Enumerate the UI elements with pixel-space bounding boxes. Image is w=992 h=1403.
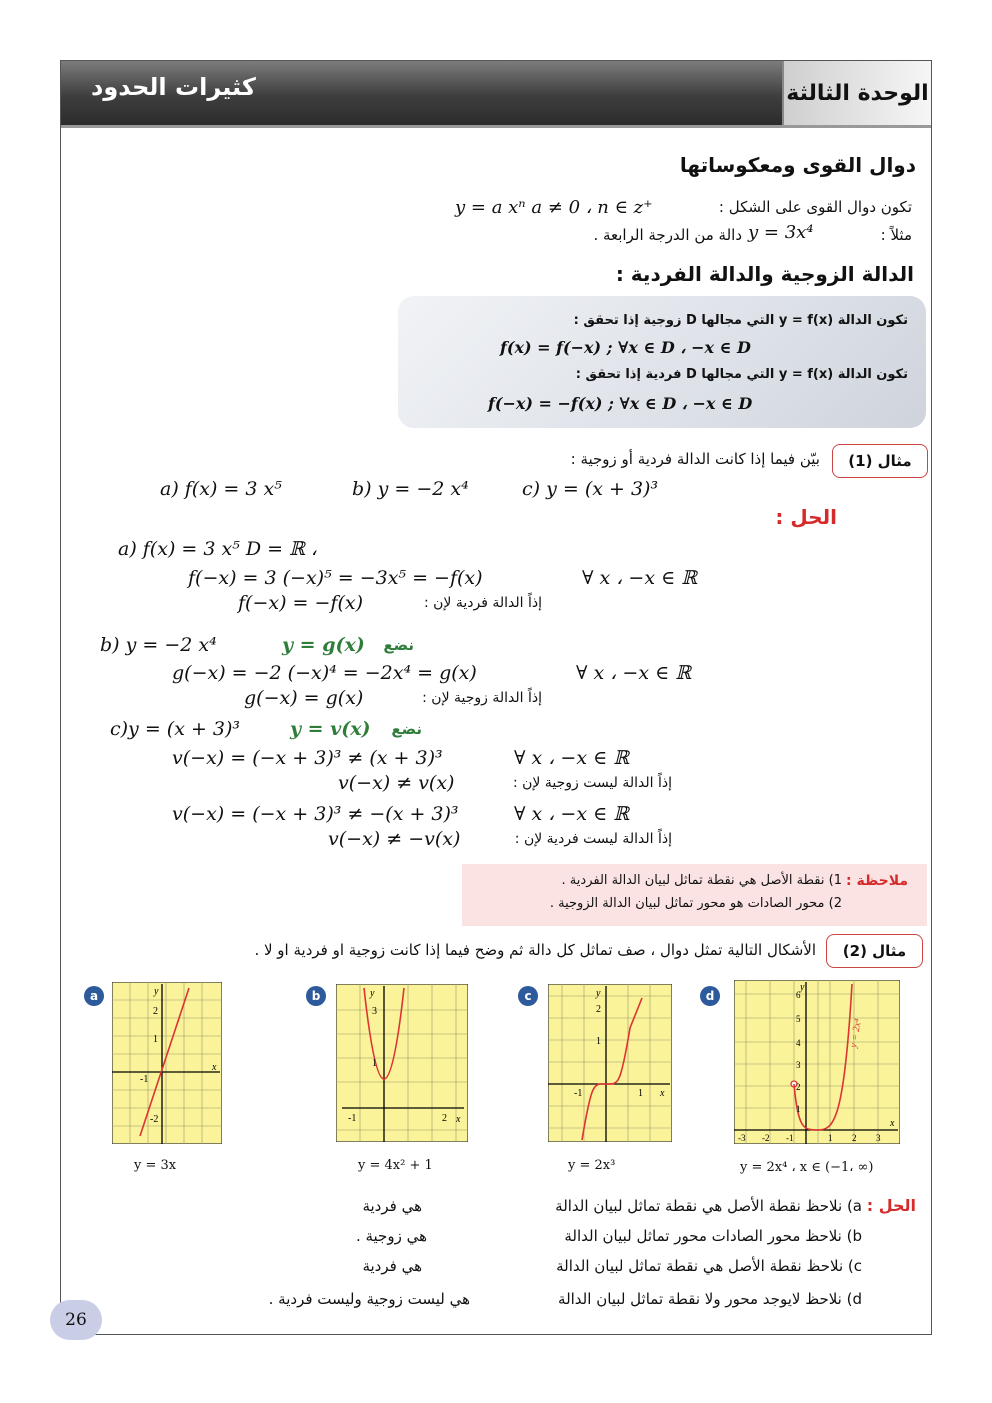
graph-c-caption: y = 2x³ — [568, 1158, 616, 1173]
graph-b — [336, 984, 468, 1142]
sol-b-concl-formula: g(−x) = g(x) — [244, 687, 364, 709]
sol-c-set-text: نضع — [391, 720, 422, 738]
graph-a-tick-1: 1 — [153, 1034, 158, 1045]
example1-item-b: b) y = −2 x⁴ — [352, 478, 469, 500]
sol-c-concl2-formula: v(−x) ≠ −v(x) — [328, 828, 461, 850]
odd-def: تكون الدالة y = f(x) التي مجالها D فردية إذا تحقق : — [575, 367, 908, 382]
graph-c-tick-m1: -1 — [574, 1088, 583, 1099]
sol-a-line2-q: ∀ x ، −x ∈ ℝ — [582, 567, 698, 589]
note-line2: 2) محور الصادات هو محور تماثل لبيان الدالة الزوجية . — [549, 896, 842, 911]
example2-text: الأشكال التالية تمثل دوال ، صف تماثل كل دالة ثم وضح فيما إذا كانت زوجية او فردية او لا . — [254, 941, 816, 959]
sol-b-line2: g(−x) = −2 (−x)⁴ = −2x⁴ = g(x) — [172, 662, 477, 684]
section-title: دوال القوى ومعكوساتها — [679, 153, 916, 177]
graph-c-tick-2: 2 — [596, 1004, 601, 1015]
graph-c-tick-x1: 1 — [638, 1088, 643, 1099]
sol-b-line1: b) y = −2 x⁴ — [100, 634, 217, 656]
unit-label: الوحدة الثالثة — [782, 61, 931, 125]
example2-label: مثال (2) — [826, 934, 923, 968]
even-odd-title: الدالة الزوجية والدالة الفردية : — [615, 262, 914, 286]
sol-a-concl-formula: f(−x) = −f(x) — [238, 592, 363, 614]
graph-d-tick-4: 4 — [796, 1038, 801, 1048]
sol-c-line3-q: ∀ x ، −x ∈ ℝ — [514, 803, 630, 825]
solution2-label: الحل : — [866, 1196, 916, 1215]
sol-c-line2-q: ∀ x ، −x ∈ ℝ — [514, 747, 630, 769]
graph-b-x-label: x — [456, 1114, 461, 1125]
solution2-row-b-right: b) نلاحظ محور الصادات محور تماثل لبيان الدالة — [564, 1227, 862, 1245]
solution2-row-c-right: c) نلاحظ نقطة الأصل هي نقطة تماثل لبيان الدالة — [556, 1257, 862, 1275]
header-band — [61, 61, 931, 125]
def-text: تكون دوال القوى على الشكل : — [718, 198, 912, 216]
odd-formula: f(−x) = −f(x) ; ∀x ∈ D ، −x ∈ D — [488, 394, 753, 413]
sol-c-line1: c)y = (x + 3)³ — [110, 718, 241, 740]
example-label: مثلاً : — [880, 226, 912, 244]
graph-b-y-label: y — [370, 988, 375, 999]
solution2-row-a-right: a) نلاحظ نقطة الأصل هي نقطة تماثل لبيان الدالة — [555, 1197, 862, 1215]
graph-b-tick-1: 1 — [372, 1058, 377, 1069]
solution2-row-c-left: هي فردية — [362, 1257, 422, 1275]
graph-c-bg — [548, 984, 672, 1142]
graph-a-tick-m2: -2 — [150, 1114, 159, 1125]
graph-d-tick-xm2: -2 — [762, 1133, 770, 1143]
header-divider — [61, 125, 931, 128]
graph-a-y-label: y — [154, 986, 159, 997]
graph-d-tick-2: 2 — [796, 1082, 801, 1092]
graph-c-y-label: y — [596, 988, 601, 999]
sol-a-concl-text: إذاً الدالة فردية لإن : — [423, 595, 542, 611]
graph-c-x-label: x — [660, 1088, 665, 1099]
graph-d-y-label: y — [800, 982, 805, 993]
graph-d-curve-label: y = 2x⁴ — [848, 1017, 865, 1049]
graph-a-bg — [112, 982, 222, 1144]
graph-d-x-label: x — [890, 1118, 895, 1129]
graph-d-caption: y = 2x⁴ ، x ∈ (−1، ∞) — [740, 1160, 874, 1175]
example-formula: y = 3x⁴ — [748, 222, 814, 243]
graph-b-badge: b — [306, 986, 326, 1006]
example1-item-a: a) f(x) = 3 x⁵ — [160, 478, 282, 500]
graph-c-badge: c — [518, 986, 538, 1006]
page-number: 26 — [50, 1300, 102, 1340]
graph-a — [112, 982, 222, 1144]
sol-c-line3: v(−x) = (−x + 3)³ ≠ −(x + 3)³ — [172, 803, 459, 825]
sol-b-line2-q: ∀ x ، −x ∈ ℝ — [576, 662, 692, 684]
graph-d-tick-x2: 2 — [852, 1133, 857, 1143]
graph-d-tick-xm3: -3 — [738, 1133, 746, 1143]
even-formula: f(x) = f(−x) ; ∀x ∈ D ، −x ∈ D — [500, 338, 751, 357]
graph-a-tick-2: 2 — [153, 1006, 158, 1017]
graph-c-tick-1: 1 — [596, 1036, 601, 1047]
graph-b-tick-3: 3 — [372, 1006, 377, 1017]
sol-a-line1: a) f(x) = 3 x⁵ D = ℝ ، — [118, 538, 318, 560]
note-label: ملاحظة : — [846, 873, 908, 889]
sol-c-line2: v(−x) = (−x + 3)³ ≠ (x + 3)³ — [172, 747, 443, 769]
sol-b-set-formula: y = g(x) — [282, 634, 365, 656]
sol-a-line2: f(−x) = 3 (−x)⁵ = −3x⁵ = −f(x) — [188, 567, 483, 589]
sol-c-set-formula: y = v(x) — [290, 718, 371, 740]
graph-b-tick-2: 2 — [442, 1113, 447, 1124]
sol-b-concl-text: إذاً الدالة زوجية لإن : — [422, 690, 542, 706]
sol-c-concl1-text: إذاً الدالة ليست زوجية لإن : — [512, 775, 672, 791]
solution2-row-d-right: d) نلاحظ لايوجد محور ولا نقطة تماثل لبيان الدالة — [558, 1290, 862, 1308]
graph-a-tick-m1: -1 — [140, 1074, 149, 1085]
graph-d-tick-x1: 1 — [828, 1133, 833, 1143]
graph-d-badge: d — [700, 986, 720, 1006]
graph-a-caption: y = 3x — [134, 1158, 177, 1173]
graph-c — [548, 984, 672, 1142]
graph-d-tick-3: 3 — [796, 1060, 801, 1070]
graph-a-x-label: x — [212, 1062, 217, 1073]
graph-d-bg — [734, 980, 900, 1144]
graph-d — [734, 980, 900, 1144]
graph-d-tick-x3: 3 — [876, 1133, 881, 1143]
graph-a-badge: a — [84, 986, 104, 1006]
example-text: دالة من الدرجة الرابعة . — [593, 226, 742, 244]
solution2-row-b-left: هي زوجية . — [355, 1227, 427, 1245]
solution-label: الحل : — [775, 505, 837, 529]
sol-c-concl1-formula: v(−x) ≠ v(x) — [338, 772, 455, 794]
graph-d-tick-5: 5 — [796, 1014, 801, 1024]
example1-label: مثال (1) — [832, 444, 928, 478]
sol-c-concl2-text: إذاً الدالة ليست فردية لإن : — [514, 831, 672, 847]
note-line1: 1) نقطة الأصل هي نقطة تماثل لبيان الدالة الفردية . — [561, 873, 842, 888]
graph-b-caption: y = 4x² + 1 — [358, 1158, 433, 1173]
graph-d-tick-1: 1 — [796, 1104, 801, 1114]
even-def: تكون الدالة y = f(x) التي مجالها D زوجية إذا تحقق : — [573, 313, 908, 328]
solution2-row-d-left: هي ليست زوجية وليست فردية . — [268, 1290, 470, 1308]
graph-d-tick-6: 6 — [796, 990, 801, 1000]
def-formula: y = a xⁿ a ≠ 0 ، n ∈ z⁺ — [455, 197, 653, 218]
sol-b-set-text: نضع — [383, 636, 414, 654]
example1-item-c: c) y = (x + 3)³ — [522, 478, 659, 500]
solution2-row-a-left: هي فردية — [362, 1197, 422, 1215]
graph-b-tick-m1: -1 — [348, 1113, 357, 1124]
graph-d-tick-xm1: -1 — [786, 1133, 794, 1143]
chapter-title: كثيرات الحدود — [91, 73, 256, 101]
example1-text: بيّن فيما إذا كانت الدالة فردية أو زوجية : — [570, 450, 820, 468]
